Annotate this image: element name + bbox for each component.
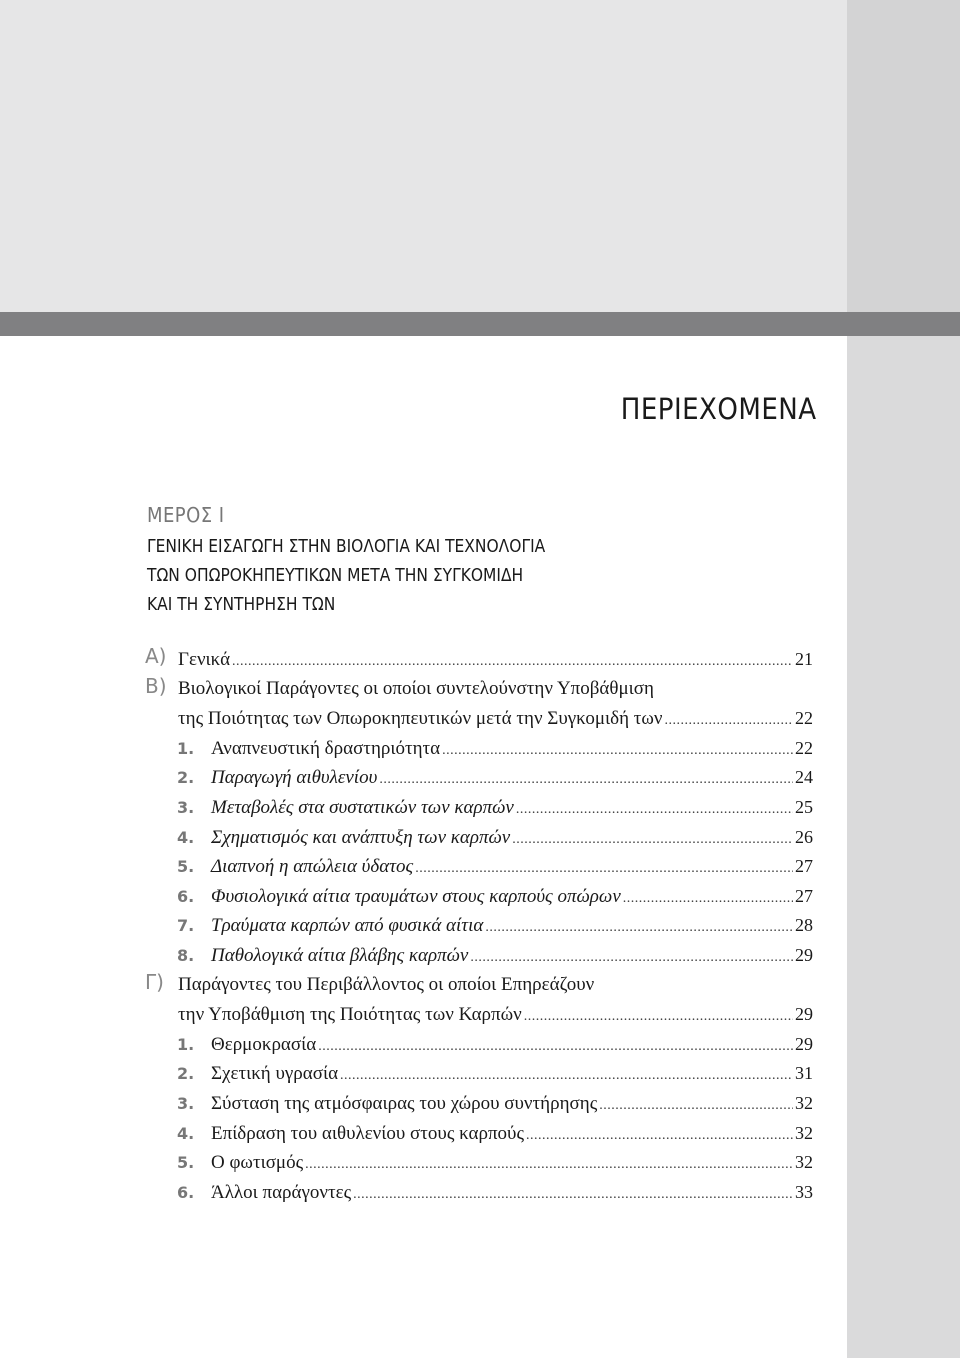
toc-item xyxy=(177,1089,813,1117)
entry-text: την Υποβάθμιση της Ποιότητας των Καρπών xyxy=(178,1004,522,1026)
entry-number: 1. xyxy=(177,1034,195,1054)
part-title-line: ΤΩΝ ΟΠΩΡΟΚΗΠΕΥΤΙΚΩΝ ΜΕΤΑ ΤΗΝ ΣΥΓΚΟΜΙΔΗ xyxy=(147,565,524,586)
entry-number: 3. xyxy=(177,1094,195,1113)
page-number: 24 xyxy=(795,767,813,788)
entry-text: Ο φωτισμός xyxy=(211,1152,304,1174)
entry-text: Σύσταση της ατμόσφαιρας του χώρου συντήρησης xyxy=(211,1093,598,1114)
entry-text: Θερμοκρασία xyxy=(211,1033,317,1055)
section-heading-line xyxy=(178,704,813,732)
toc-item xyxy=(177,882,813,910)
entry-text: Βιολογικοί Παράγοντες οι οποίοι συντελούνστην Υποβάθμιση xyxy=(178,677,654,699)
dot-leader xyxy=(415,855,793,883)
entry-number: 8. xyxy=(177,946,195,965)
part-label: ΜΕΡΟΣ Ι xyxy=(147,503,225,527)
dot-leader xyxy=(526,1122,793,1150)
dot-leader xyxy=(599,1092,793,1120)
entry-text: Μεταβολές στα συστατικών των καρπών xyxy=(211,797,514,818)
toc-item xyxy=(177,763,813,791)
part-title-line: ΓΕΝΙΚΗ ΕΙΣΑΓΩΓΗ ΣΤΗΝ ΒΙΟΛΟΓΙΑ ΚΑΙ ΤΕΧΝΟΛΟΓΙΑ xyxy=(147,536,546,557)
page-number: 22 xyxy=(795,737,813,758)
dot-leader xyxy=(516,796,793,824)
entry-number: 6. xyxy=(177,1182,195,1202)
dot-leader xyxy=(512,826,793,854)
page-number: 32 xyxy=(795,1152,813,1173)
entry-text: Σχηματισμός και ανάπτυξη των καρπών xyxy=(211,826,511,848)
toc-item xyxy=(177,911,813,939)
toc-item xyxy=(177,1059,813,1087)
toc-item xyxy=(177,793,813,821)
section-heading-line xyxy=(178,675,813,703)
section-heading-line xyxy=(178,1000,813,1028)
entry-text: Παθολογικά αίτια βλάβης καρπών xyxy=(211,945,469,966)
entry-text: Επίδραση του αιθυλενίου στους καρπούς xyxy=(211,1122,524,1144)
page-number: 27 xyxy=(795,856,813,877)
entry-number: 5. xyxy=(177,1153,195,1173)
entry-text: Σχετική υγρασία xyxy=(211,1063,339,1085)
dot-leader xyxy=(379,766,793,794)
dot-leader xyxy=(623,885,793,913)
toc-title: ΠΕΡΙΕΧΟΜΕΝΑ xyxy=(621,392,817,426)
toc-item xyxy=(177,852,813,880)
part-title-line: ΚΑΙ ΤΗ ΣΥΝΤΗΡΗΣΗ ΤΩΝ xyxy=(147,594,336,615)
toc-item xyxy=(177,734,813,762)
entry-number: 5. xyxy=(177,857,195,877)
toc-item xyxy=(177,1030,813,1058)
page-number: 29 xyxy=(795,945,813,965)
dot-leader xyxy=(353,1181,793,1209)
page-number: 25 xyxy=(795,797,813,817)
entry-number: 3. xyxy=(177,798,195,817)
entry-text: Άλλοι παράγοντες xyxy=(211,1181,352,1203)
entry-number: 2. xyxy=(177,768,195,788)
page-number: 31 xyxy=(795,1063,813,1084)
section-heading-line xyxy=(178,971,813,999)
section-marker: Α) xyxy=(145,644,167,668)
dot-leader xyxy=(340,1062,793,1090)
entry-number: 4. xyxy=(177,1123,195,1143)
dot-leader xyxy=(318,1033,793,1061)
page-number: 28 xyxy=(795,915,813,936)
page-number: 27 xyxy=(795,885,813,906)
entry-text: Αναπνευστική δραστηριότητα xyxy=(211,737,441,759)
page-number: 22 xyxy=(795,708,813,729)
toc-item xyxy=(177,941,813,969)
entry-number: 7. xyxy=(177,916,195,936)
section-marker: Γ) xyxy=(145,969,164,994)
entry-text: Τραύματα καρπών από φυσικά αίτια xyxy=(211,915,484,937)
dot-leader xyxy=(485,914,793,942)
entry-text: Παράγοντες του Περιβάλλοντος οι οποίοι Επηρεάζουν xyxy=(178,973,595,995)
dot-leader xyxy=(442,737,793,765)
entry-number: 4. xyxy=(177,827,195,847)
entry-text: Γενικά xyxy=(178,649,231,670)
entry-text: της Ποιότητας των Οπωροκηπευτικών μετά την Συγκομιδή των xyxy=(178,708,663,730)
page-number: 29 xyxy=(795,1033,813,1054)
dot-leader xyxy=(305,1151,793,1179)
section-heading-line xyxy=(178,645,813,673)
section-marker: Β) xyxy=(145,673,167,698)
page-number: 32 xyxy=(795,1093,813,1113)
page-number: 33 xyxy=(795,1181,813,1202)
page-number: 32 xyxy=(795,1122,813,1143)
entry-text: Διαπνοή η απώλεια ύδατος xyxy=(211,856,414,878)
dot-leader xyxy=(524,1003,793,1031)
entry-text: Φυσιολογικά αίτια τραυμάτων στους καρπούς οπώρων xyxy=(211,885,621,907)
page-number: 21 xyxy=(795,649,813,669)
dot-leader xyxy=(665,707,794,735)
entry-number: 1. xyxy=(177,738,195,758)
dot-leader xyxy=(232,648,793,676)
toc-item xyxy=(177,1178,813,1206)
toc-item xyxy=(177,1119,813,1147)
toc-item xyxy=(177,1148,813,1176)
toc-item xyxy=(177,823,813,851)
page-number: 26 xyxy=(795,826,813,847)
entry-number: 6. xyxy=(177,886,195,906)
page-number: 29 xyxy=(795,1004,813,1025)
dot-leader xyxy=(470,944,793,972)
entry-number: 2. xyxy=(177,1064,195,1084)
entry-text: Παραγωγή αιθυλενίου xyxy=(211,767,378,789)
